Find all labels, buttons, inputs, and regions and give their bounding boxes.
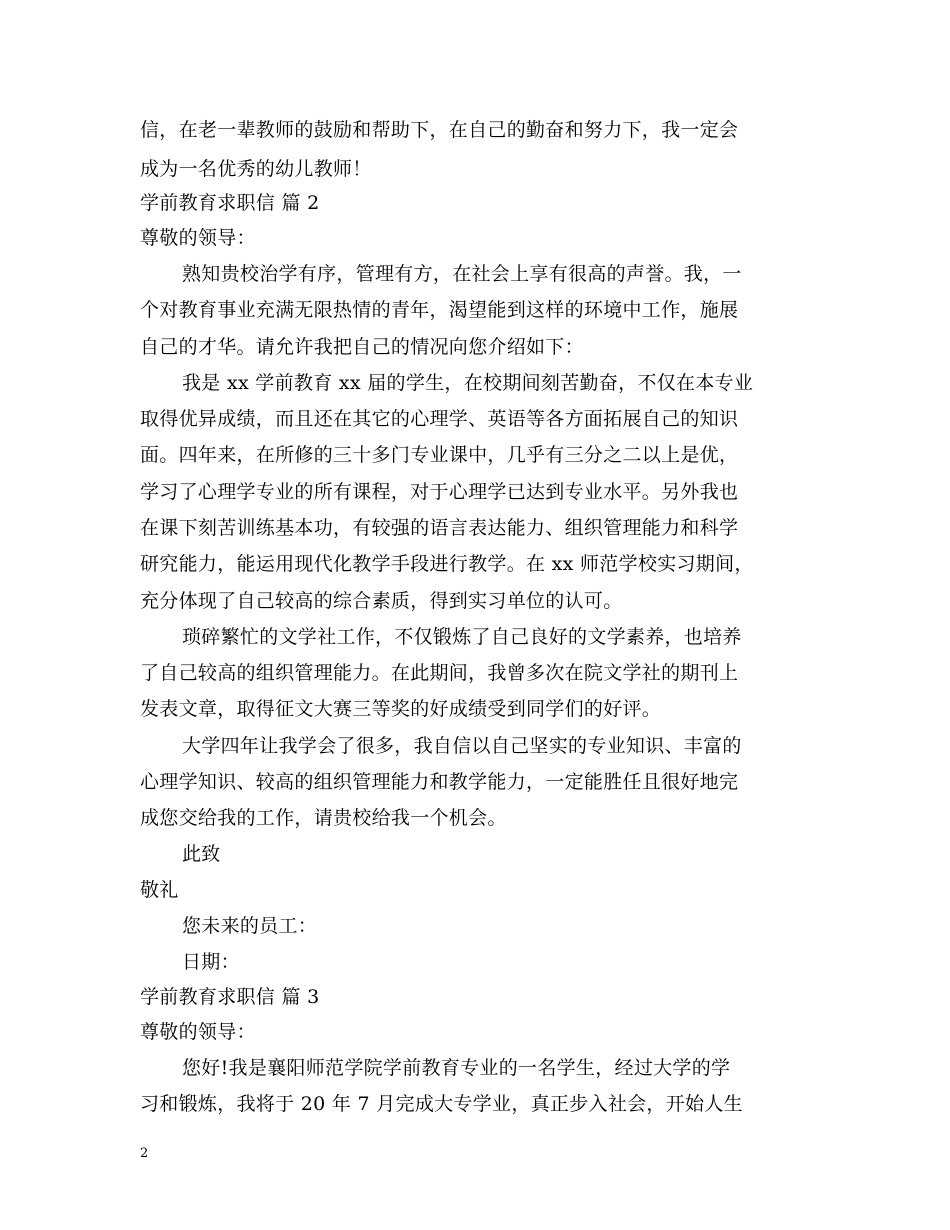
text-line: 了自己较高的组织管理能力。在此期间，我曾多次在院文学社的期刊上 xyxy=(140,662,739,684)
text-line: 习和锻炼，我将于 20 年 7 月完成大专学业，真正步入社会，开始人生 xyxy=(140,1093,743,1115)
text-line: 信，在老一辈教师的鼓励和帮助下，在自己的勤奋和努力下，我一定会 xyxy=(140,119,739,141)
text-line: 充分体现了自己较高的综合素质，得到实习单位的认可。 xyxy=(140,590,623,612)
text-line: 熟知贵校治学有序，管理有方，在社会上享有很高的声誉。我，一 xyxy=(182,263,742,285)
text-line: 研究能力，能运用现代化教学手段进行教学。在 xx 师范学校实习期间， xyxy=(140,553,754,575)
section-heading: 学前教育求职信 篇 3 xyxy=(140,986,320,1008)
text-line: 成您交给我的工作，请贵校给我一个机会。 xyxy=(140,807,507,829)
salutation: 尊敬的领导： xyxy=(140,227,256,249)
text-line: 发表文章，取得征文大赛三等奖的好成绩受到同学们的好评。 xyxy=(140,698,662,720)
text-line: 您好!我是襄阳师范学院学前教育专业的一名学生，经过大学的学 xyxy=(182,1057,731,1079)
text-line: 我是 xx 学前教育 xx 届的学生，在校期间刻苦勤奋，不仅在本专业 xyxy=(182,372,754,394)
text-line: 面。四年来，在所修的三十多门专业课中，几乎有三分之二以上是优， xyxy=(140,444,739,466)
text-line: 学习了心理学专业的所有课程，对于心理学已达到专业水平。另外我也 xyxy=(140,481,739,503)
text-line: 琐碎繁忙的文学社工作，不仅锻炼了自己良好的文学素养，也培养 xyxy=(182,626,742,648)
text-line: 心理学知识、较高的组织管理能力和教学能力，一定能胜任且很好地完 xyxy=(140,771,739,793)
text-line: 在课下刻苦训练基本功，有较强的语言表达能力、组织管理能力和科学 xyxy=(140,517,739,539)
section-heading: 学前教育求职信 篇 2 xyxy=(140,192,320,214)
text-line: 大学四年让我学会了很多，我自信以自己坚实的专业知识、丰富的 xyxy=(182,735,742,757)
page-number: 2 xyxy=(140,1146,149,1161)
salutation: 尊敬的领导： xyxy=(140,1021,256,1043)
closing: 此致 xyxy=(182,843,221,865)
text-line: 成为一名优秀的幼儿教师！ xyxy=(140,158,372,180)
text-line: 取得优异成绩，而且还在其它的心理学、英语等各方面拓展自己的知识 xyxy=(140,408,739,430)
text-line: 个对教育事业充满无限热情的青年，渴望能到这样的环境中工作，施展 xyxy=(140,299,739,321)
text-line: 自己的才华。请允许我把自己的情况向您介绍如下： xyxy=(140,336,584,358)
closing: 敬礼 xyxy=(140,879,179,901)
signature-line: 您未来的员工： xyxy=(182,915,318,937)
date-line: 日期： xyxy=(182,951,240,973)
